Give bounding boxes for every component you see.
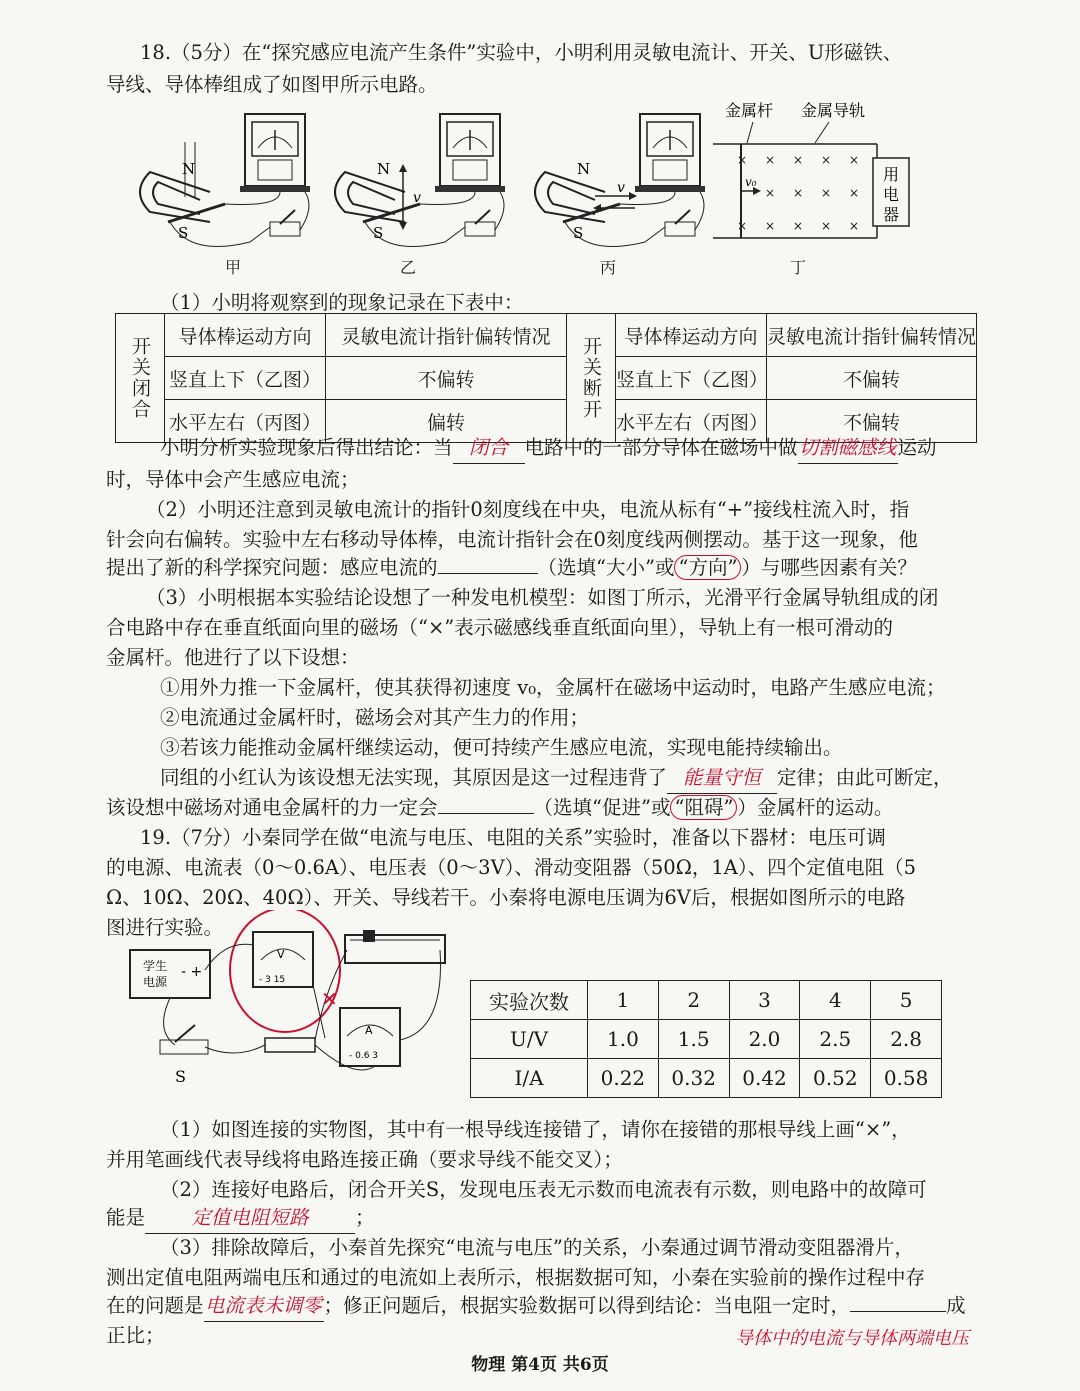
- v0-label: v₀: [745, 175, 757, 189]
- i-3: 0.42: [729, 1059, 800, 1098]
- q19-part1-line1: （1）如图连接的实物图，其中有一根导线连接错了，请你在接错的那根导线上画“×”，: [160, 1118, 911, 1141]
- svg-text:×: ×: [849, 186, 860, 200]
- figure-bing: [525, 112, 725, 262]
- q18-part3-item2: ②电流通过金属杆时，磁场会对其产生力的作用；: [160, 706, 590, 729]
- q18-part2-line3: 提出了新的科学探究问题：感应电流的 （选填“大小”或 “方向” ）与哪些因素有关？: [106, 556, 917, 579]
- circled-direction: “方向”: [674, 555, 741, 580]
- voltmeter-V-label: V: [277, 948, 285, 961]
- ammeter-A-label: A: [365, 1024, 373, 1037]
- answer-conclusion-handwritten: 导体中的电流与导体两端电压: [735, 1328, 969, 1349]
- u-label: U/V: [471, 1020, 588, 1059]
- closed-label: 开关闭合: [116, 314, 165, 443]
- wrong-wire-cross-mark: ✕: [321, 987, 338, 1011]
- q19-circuit-figure: [125, 910, 460, 1095]
- q18-part3-line3: 金属杆。他进行了以下设想：: [106, 646, 360, 669]
- figure-jia-label: 甲: [225, 258, 242, 277]
- q19-line4: 图进行实验。: [106, 916, 224, 939]
- i-label: I/A: [471, 1059, 588, 1098]
- q18-observation-table: [115, 313, 977, 443]
- q19-part3-line4: 正比；: [106, 1324, 165, 1347]
- svg-text:×: ×: [821, 186, 832, 200]
- switch-S-label: S: [175, 1067, 186, 1086]
- open-label: 开关断开: [567, 314, 616, 443]
- metal-rod-label: 金属杆: [725, 101, 774, 120]
- i-4: 0.52: [800, 1059, 871, 1098]
- svg-text:×: ×: [849, 219, 860, 233]
- u-5: 2.8: [871, 1020, 942, 1059]
- header-4: 4: [800, 981, 871, 1020]
- svg-text:N: N: [577, 160, 591, 178]
- q18-part3-item1: ①用外力推一下金属杆，使其获得初速度 v₀，金属杆在磁场中运动时，电路产生感应电流；: [160, 676, 946, 699]
- figure-bing-label: 丙: [600, 258, 617, 277]
- header-5: 5: [871, 981, 942, 1020]
- header-deflection-2: 灵敏电流计指针偏转情况: [767, 314, 977, 357]
- svg-text:×: ×: [849, 153, 860, 167]
- row1-direction-2: 竖直上下（乙图）: [616, 357, 767, 400]
- q18-part1-intro: （1）小明将观察到的现象记录在下表中：: [160, 291, 524, 314]
- i-1: 0.22: [588, 1059, 659, 1098]
- svg-text:×: ×: [737, 153, 748, 167]
- q19-part1-line2: 并用笔画线代表导线将电路连接正确（要求导线不能交叉）；: [106, 1148, 623, 1171]
- answer-ammeter-not-zeroed: 电流表未调零: [204, 1291, 324, 1322]
- page-footer: 物理 第4页 共6页: [471, 1355, 609, 1375]
- q18-part3-line1: （3）小明根据本实验结论设想了一种发电机模型：如图丁所示，光滑平行金属导轨组成的闭: [146, 586, 939, 609]
- q18-part3-line5: 该设想中磁场对通电金属杆的力一定会 （选填“促进”或 “阻碍” ）金属杆的运动。: [106, 796, 894, 819]
- svg-text:v: v: [617, 180, 625, 196]
- magnet-N-label: N: [182, 160, 196, 178]
- q18-conclusion-line1: 小明分析实验现象后得出结论：当 闭合 电路中的一部分导体在磁场中做切割磁感线运动: [160, 433, 1080, 464]
- q18-part3-line2: 合电路中存在垂直纸面向里的磁场（“×”表示磁感线垂直纸面向里），导轨上有一根可滑动的: [106, 616, 894, 639]
- row1-closed: 不偏转: [326, 357, 567, 400]
- q18-intro-line2: 导线、导体棒组成了如图甲所示电路。: [106, 73, 438, 96]
- q19-part2-line1: （2）连接好电路后，闭合开关S，发现电压表无示数而电流表有示数，则电路中的故障可: [160, 1178, 927, 1201]
- q19-part2-line2: 能是 定值电阻短路 ；: [106, 1203, 1080, 1234]
- circled-hinder: “阻碍”: [670, 795, 737, 820]
- figure-yi: [325, 112, 525, 262]
- u-4: 2.5: [800, 1020, 871, 1059]
- svg-text:×: ×: [765, 219, 776, 233]
- figure-yi-label: 乙: [400, 258, 417, 277]
- svg-text:×: ×: [737, 219, 748, 233]
- answer-closed: 闭合: [453, 433, 525, 464]
- figure-ding: [705, 98, 920, 268]
- appliance-label-2: 电: [883, 185, 900, 204]
- row2-direction-2: 水平左右（丙图）: [616, 400, 767, 443]
- power-label-1: 学生: [143, 959, 168, 973]
- svg-text:×: ×: [765, 186, 776, 200]
- q18-part3-line4: 同组的小红认为该设想无法实现，其原因是这一过程违背了 能量守恒 定律；由此可断定，: [160, 763, 1080, 794]
- header-deflection: 灵敏电流计指针偏转情况: [326, 314, 567, 357]
- blank-size-or-direction: [438, 573, 538, 574]
- header-2: 2: [658, 981, 729, 1020]
- row1-open: 不偏转: [767, 357, 977, 400]
- svg-text:×: ×: [765, 153, 776, 167]
- header-direction: 导体棒运动方向: [165, 314, 326, 357]
- q19-line1: 19.（7分）小秦同学在做“电流与电压、电阻的关系”实验时，准备以下器材：电压可调: [140, 826, 886, 849]
- svg-text:N: N: [377, 160, 391, 178]
- svg-text:- +: - +: [181, 964, 203, 980]
- u-1: 1.0: [588, 1020, 659, 1059]
- power-label-2: 电源: [143, 975, 168, 989]
- i-2: 0.32: [658, 1059, 729, 1098]
- svg-text:×: ×: [793, 219, 804, 233]
- blank-promote-or-hinder: [438, 813, 534, 814]
- row2-closed: 偏转: [326, 400, 567, 443]
- q18-part3-item3: ③若该力能推动金属杆继续运动，便可持续产生感应电流，实现电能持续输出。: [160, 736, 843, 759]
- svg-text:×: ×: [793, 186, 804, 200]
- q18-part2-line1: （2）小明还注意到灵敏电流计的指针0刻度线在中央，电流从标有“+”接线柱流入时，指: [146, 498, 910, 521]
- svg-text:×: ×: [821, 153, 832, 167]
- row1-direction: 竖直上下（乙图）: [165, 357, 326, 400]
- svg-text:×: ×: [821, 219, 832, 233]
- appliance-label-3: 器: [883, 205, 900, 224]
- u-2: 1.5: [658, 1020, 729, 1059]
- q19-line2: 的电源、电流表（0～0.6A）、电压表（0～3V）、滑动变阻器（50Ω，1A）、四个定值电阻（5: [106, 856, 917, 879]
- q18-conclusion-line2: 时，导体中会产生感应电流；: [106, 468, 360, 491]
- u-3: 2.0: [729, 1020, 800, 1059]
- q18-part2-line2: 针会向右偏转。实验中左右移动导体棒，电流计指针会在0刻度线两侧摆动。基于这一现象，他: [106, 528, 918, 551]
- row2-direction: 水平左右（丙图）: [165, 400, 326, 443]
- row2-open: 不偏转: [767, 400, 977, 443]
- header-trial: 实验次数: [471, 981, 588, 1020]
- magnet-S-label: S: [178, 224, 189, 242]
- svg-text:S: S: [373, 224, 384, 242]
- q19-line3: Ω、10Ω、20Ω、40Ω）、开关、导线若干。小秦将电源电压调为6V后，根据如图所示的电路: [106, 886, 906, 909]
- answer-cut-field-lines: 切割磁感线: [798, 433, 898, 464]
- figure-jia: [130, 112, 330, 262]
- figure-ding-label: 丁: [790, 258, 807, 277]
- svg-text:×: ×: [793, 153, 804, 167]
- svg-text:- 0.6 3: - 0.6 3: [349, 1051, 379, 1061]
- header-3: 3: [729, 981, 800, 1020]
- i-5: 0.58: [871, 1059, 942, 1098]
- blank-conclusion: [850, 1311, 946, 1312]
- svg-text:- 3 15: - 3 15: [259, 975, 286, 985]
- svg-text:S: S: [573, 224, 584, 242]
- q19-data-table: [470, 980, 942, 1098]
- metal-rail-label: 金属导轨: [801, 101, 866, 120]
- q19-part3-line1: （3）排除故障后，小秦首先探究“电流与电压”的关系，小秦通过调节滑动变阻器滑片，: [160, 1236, 914, 1259]
- q19-part3-line2: 测出定值电阻两端电压和通过的电流如上表所示，根据数据可知，小秦在实验前的操作过程中存: [106, 1266, 926, 1289]
- q18-intro-line1: 18.（5分）在“探究感应电流产生条件”实验中，小明利用灵敏电流计、开关、U形磁铁、: [140, 41, 903, 64]
- header-1: 1: [588, 981, 659, 1020]
- answer-energy-conservation: 能量守恒: [667, 763, 777, 794]
- q19-part3-line3: 在的问题是电流表未调零；修正问题后，根据实验数据可以得到结论：当电阻一定时， 成: [106, 1291, 1080, 1322]
- answer-resistor-short: 定值电阻短路: [145, 1203, 355, 1234]
- header-direction-2: 导体棒运动方向: [616, 314, 767, 357]
- appliance-label-1: 用: [883, 165, 900, 184]
- svg-text:v: v: [413, 190, 421, 206]
